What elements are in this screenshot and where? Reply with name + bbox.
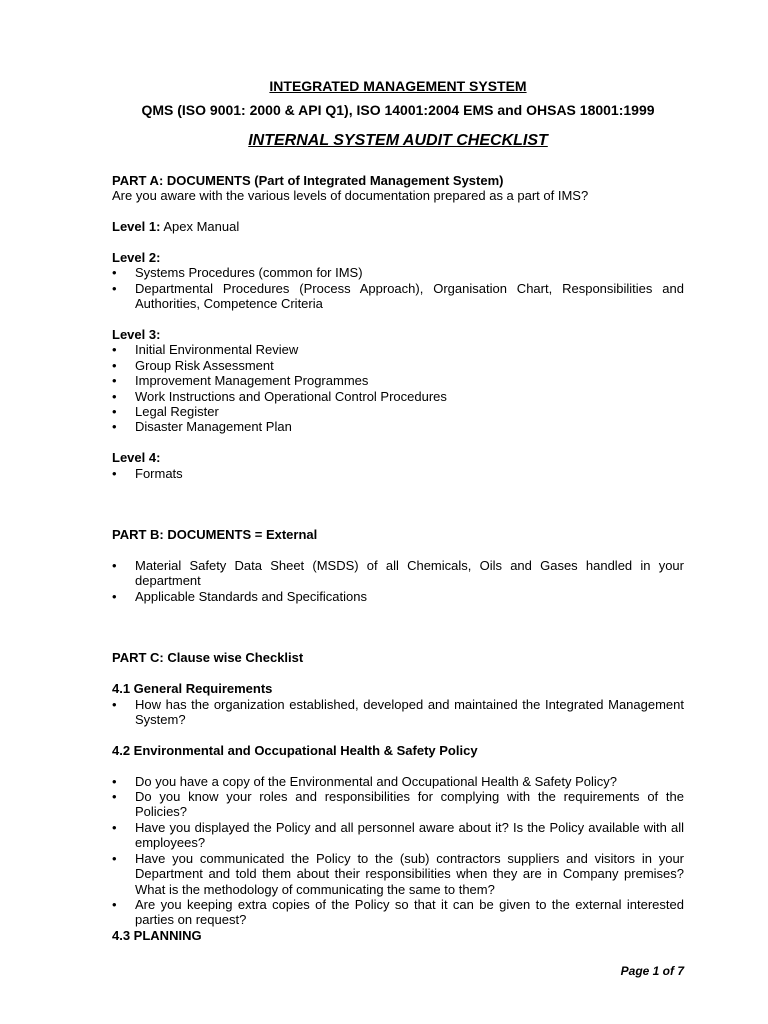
list-item: • Disaster Management Plan [112, 419, 684, 434]
list-item: • Legal Register [112, 404, 684, 419]
list-item: • Formats [112, 466, 684, 481]
list-item: • Material Safety Data Sheet (MSDS) of all Chemicals, Oils and Gases handled in your department [112, 558, 684, 589]
level-3-label: Level 3: [112, 327, 161, 343]
section-4-1-heading: 4.1 General Requirements [112, 681, 273, 697]
section-4-3-heading: 4.3 PLANNING [112, 927, 202, 943]
page-number: Page 1 of 7 [620, 964, 684, 978]
level-3-list [112, 342, 684, 434]
level-1-line [112, 219, 684, 234]
level-4-list [112, 466, 684, 481]
list-item: • Have you communicated the Policy to the (sub) contractors suppliers and visitors in your Department and told them about their responsibilities when they are in Company premises? What is the methodology of communicating the same to them? [112, 851, 684, 897]
list-item: • Group Risk Assessment [112, 358, 684, 373]
level-1-text: Apex Manual [163, 219, 240, 235]
level-2-label: Level 2: [112, 250, 161, 265]
section-4-1-list [112, 697, 684, 728]
list-item: • Systems Procedures (common for IMS) [112, 265, 684, 280]
list-item: • Have you displayed the Policy and all personnel aware about it? Is the Policy available with all employees? [112, 820, 684, 851]
part-b-list [112, 558, 684, 604]
list-item: • Departmental Procedures (Process Approach), Organisation Chart, Responsibilities and Authorities, Competence Criteria [112, 281, 684, 312]
standards-subtitle: QMS (ISO 9001: 2000 & API Q1), ISO 14001:2004 EMS and OHSAS 18001:1999 [141, 102, 655, 118]
part-a-question: Are you aware with the various levels of documentation prepared as a part of IMS? [112, 188, 589, 204]
section-4-2-list [112, 774, 684, 928]
part-a-heading: PART A: DOCUMENTS (Part of Integrated Management System) [112, 173, 504, 188]
list-item: • Do you know your roles and responsibilities for complying with the requirements of the Policies? [112, 789, 684, 820]
list-item: • Applicable Standards and Specifications [112, 589, 684, 604]
document-body [112, 173, 684, 943]
checklist-title: INTERNAL SYSTEM AUDIT CHECKLIST [248, 132, 548, 149]
part-c-heading: PART C: Clause wise Checklist [112, 650, 304, 666]
list-item: • Are you keeping extra copies of the Policy so that it can be given to the external interested parties on request? [112, 897, 684, 928]
list-item: • How has the organization established, developed and maintained the Integrated Management System? [112, 697, 684, 728]
level-2-list [112, 265, 684, 311]
level-4-label: Level 4: [112, 450, 161, 466]
list-item: • Work Instructions and Operational Control Procedures [112, 389, 684, 404]
document-title: INTEGRATED MANAGEMENT SYSTEM [269, 78, 527, 94]
section-4-2-heading: 4.2 Environmental and Occupational Health & Safety Policy [112, 742, 478, 758]
list-item: • Initial Environmental Review [112, 342, 684, 357]
list-item: • Do you have a copy of the Environmental and Occupational Health & Safety Policy? [112, 774, 684, 789]
level-1-label: Level 1: [112, 219, 161, 235]
list-item: • Improvement Management Programmes [112, 373, 684, 388]
part-b-heading: PART B: DOCUMENTS = External [112, 527, 318, 543]
